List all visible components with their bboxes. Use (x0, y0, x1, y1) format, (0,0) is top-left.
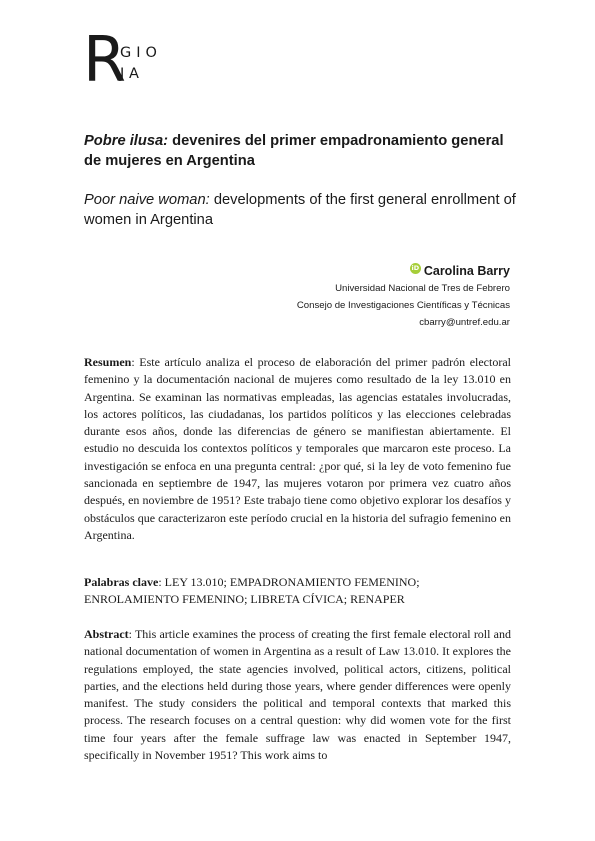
keywords-paragraph (84, 574, 511, 609)
article-title-spanish (84, 131, 524, 171)
resumen-paragraph (84, 354, 511, 544)
article-title-english (84, 190, 524, 230)
abstract-text: : This article examines the process of creating the first female electoral roll and national documentation of women in Argentina as a result of Law 13.010. It explores the regulations employed, the state agencies involved, political actors, citizens, political parties, and the elections held during those years, where gender differences were openly manifest. The study considers the political and temporal contexts that marked this process. The research focuses on a central question: why did women vote for the first time four years after the female suffrage law was enacted in September 1947, specifically in November 1951? This work aims to (84, 627, 511, 763)
title-en-italic: Poor naive woman: (84, 192, 210, 208)
author-name-row (297, 262, 510, 280)
keywords-label: Palabras clave (84, 575, 159, 589)
title-es-italic: Pobre ilusa: (84, 133, 169, 149)
journal-logo (83, 23, 183, 96)
author-affiliation-1: Universidad Nacional de Tres de Febrero (335, 283, 510, 294)
title-es-rest: devenires del primer empadronamiento general de mujeres en Argentina (84, 133, 504, 169)
logo-letter: R (83, 23, 127, 96)
author-block (297, 262, 510, 331)
resumen-label: Resumen (84, 355, 132, 369)
orcid-icon[interactable]: iD (411, 264, 420, 272)
title-en-rest: developments of the first general enrollment of women in Argentina (84, 192, 516, 228)
author-name: Carolina Barry (423, 264, 510, 278)
resumen-text: : Este artículo analiza el proceso de elaboración del primer padrón electoral femenino y la documentación nacional de mujeres como resultado de la ley 13.010 en Argentina. Se examinan las normativas empleadas, las agencias estatales involucradas, los actores políticos, las ciudadanas, los partidos políticos y las elecciones celebradas durante esos años, donde las diferencias de género se manifiestan abiertamente. El estudio no descuida los contextos políticos y temporales que marcaron este proceso. La investigación se enfoca en una pregunta central: ¿por qué, si la ley de voto femenino fue sancionada en septiembre de 1947, las mujeres votaron por primera vez cuatro años después, en noviembre de 1951? Este trabajo tiene como objetivo explorar los desafíos y obstáculos que caracterizaron este período crucial en la historia del sufragio femenino en Argentina. (84, 355, 511, 542)
author-affiliation-2: Consejo de Investigaciones Científicas y Técnicas (296, 300, 510, 311)
abstract-paragraph (84, 626, 511, 764)
author-email[interactable]: cbarry@untref.edu.ar (419, 317, 510, 328)
logo-text-top: GIO (120, 45, 162, 61)
abstract-label: Abstract (84, 627, 129, 641)
keywords-text: : LEY 13.010; EMPADRONAMIENTO FEMENINO; ENROLAMIENTO FEMENINO; LIBRETA CÍVICA; RENAPER (84, 575, 420, 607)
logo-text-bottom: JA (120, 66, 144, 82)
